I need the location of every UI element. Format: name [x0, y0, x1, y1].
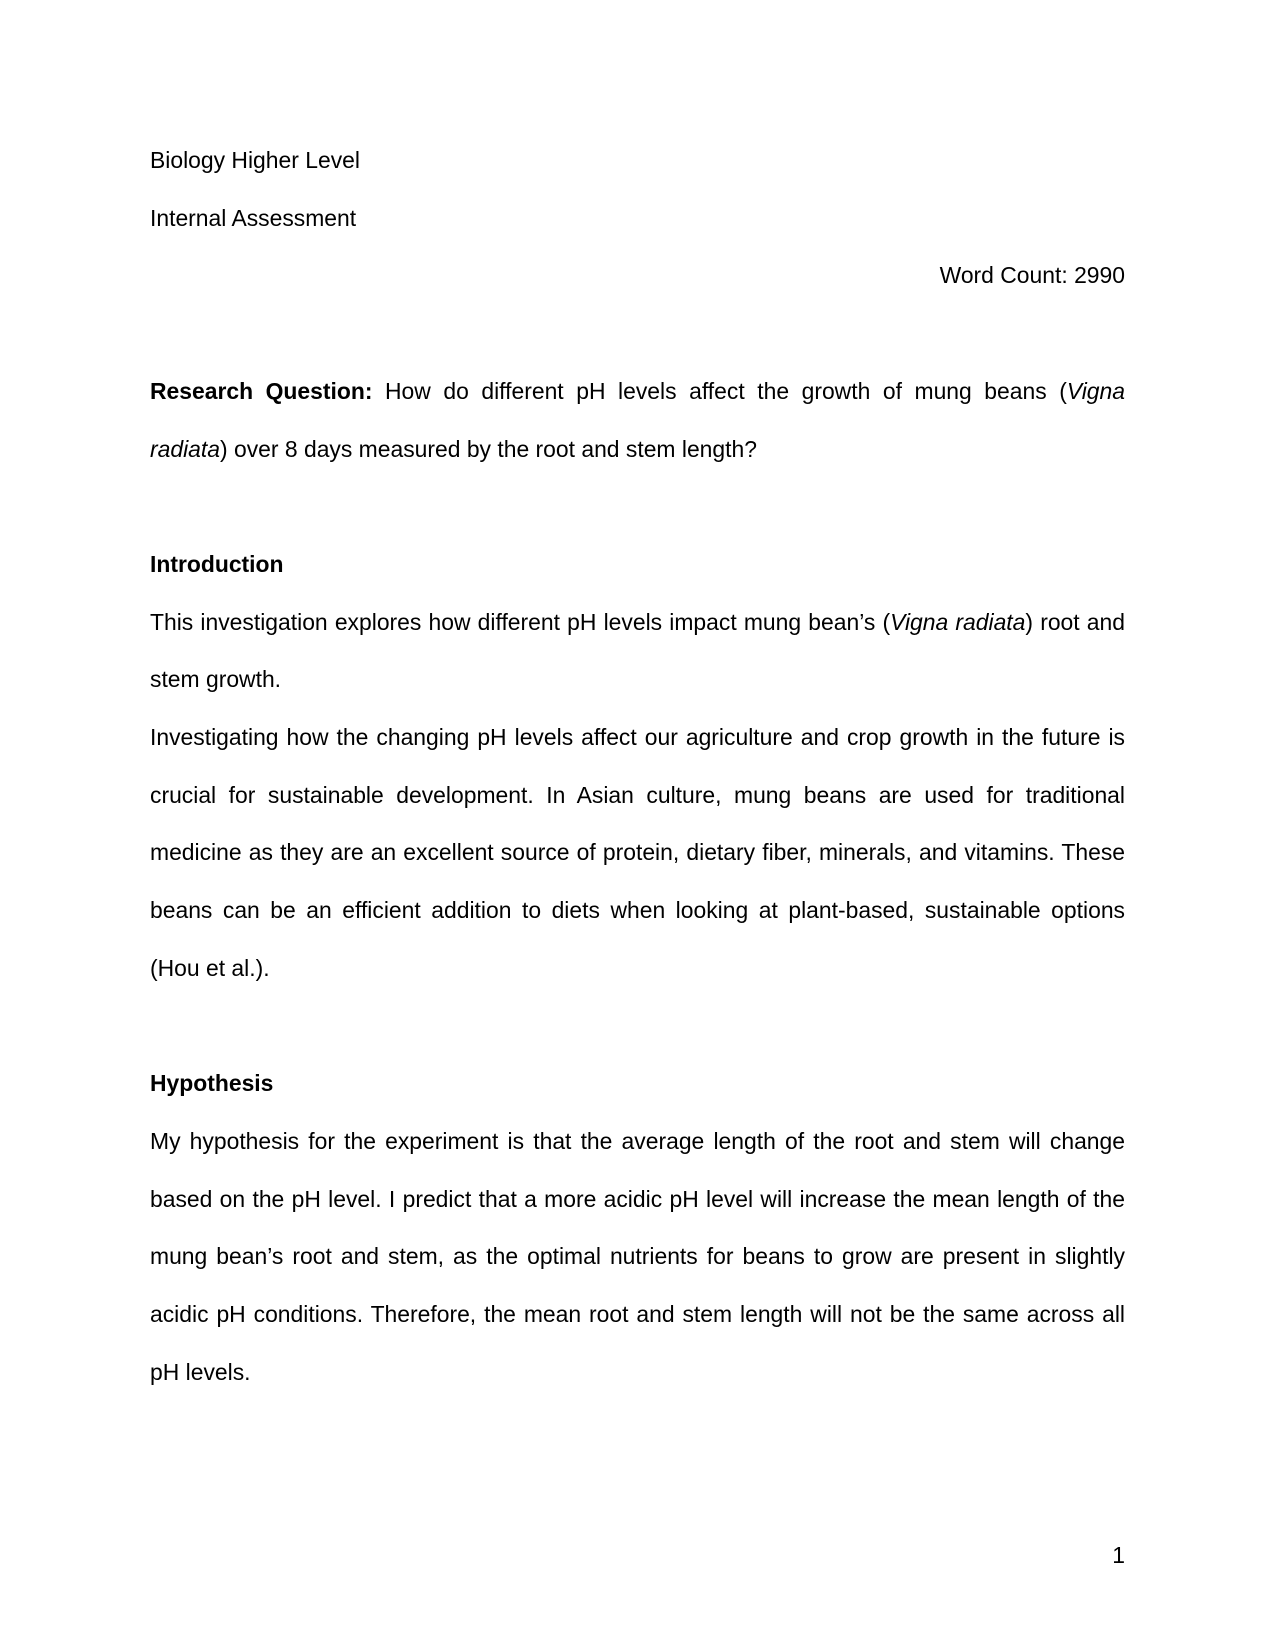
research-question-text: How do different pH levels affect the growth of mung beans (: [372, 377, 1067, 404]
research-question-text-end: ) over 8 days measured by the root and stem length?: [220, 435, 757, 462]
course-title: Biology Higher Level: [150, 147, 360, 173]
introduction-p1-text-end: ) root and stem growth.: [150, 608, 1125, 693]
document-content: [150, 132, 1125, 1401]
introduction-p1-text: This investigation explores how different pH levels impact mung bean’s (: [150, 608, 891, 635]
research-question-label: Research Question:: [150, 377, 373, 404]
introduction-paragraph-1: [150, 594, 1125, 709]
word-count: Word Count: 2990: [939, 262, 1125, 289]
hypothesis-paragraph: My hypothesis for the experiment is that the average length of the root and stem will change based on the pH level. I predict that a more acidic pH level will increase the mean length of the mung bean’s root and stem, as the optimal nutrients for beans to grow are present in slightly acidic pH conditions. Therefore, the mean root and stem length will not be the same across all pH levels.: [150, 1127, 1125, 1385]
assessment-title: Internal Assessment: [150, 204, 357, 231]
page-number: 1: [1112, 1542, 1125, 1568]
species-name-italic: Vigna radiata: [150, 377, 1125, 462]
species-name-italic: Vigna radiata: [890, 608, 1026, 635]
research-question-paragraph: [150, 363, 1125, 478]
introduction-heading: Introduction: [150, 550, 284, 577]
hypothesis-heading: Hypothesis: [150, 1070, 274, 1097]
introduction-paragraph-2: Investigating how the changing pH levels affect our agriculture and crop growth in the future is crucial for sustainable development. In Asian culture, mung beans are used for traditional medicine as they are an excellent source of protein, dietary fiber, minerals, and vitamins. These beans can be an efficient addition to diets when looking at plant-based, sustainable options (Hou et al.).: [150, 724, 1125, 981]
